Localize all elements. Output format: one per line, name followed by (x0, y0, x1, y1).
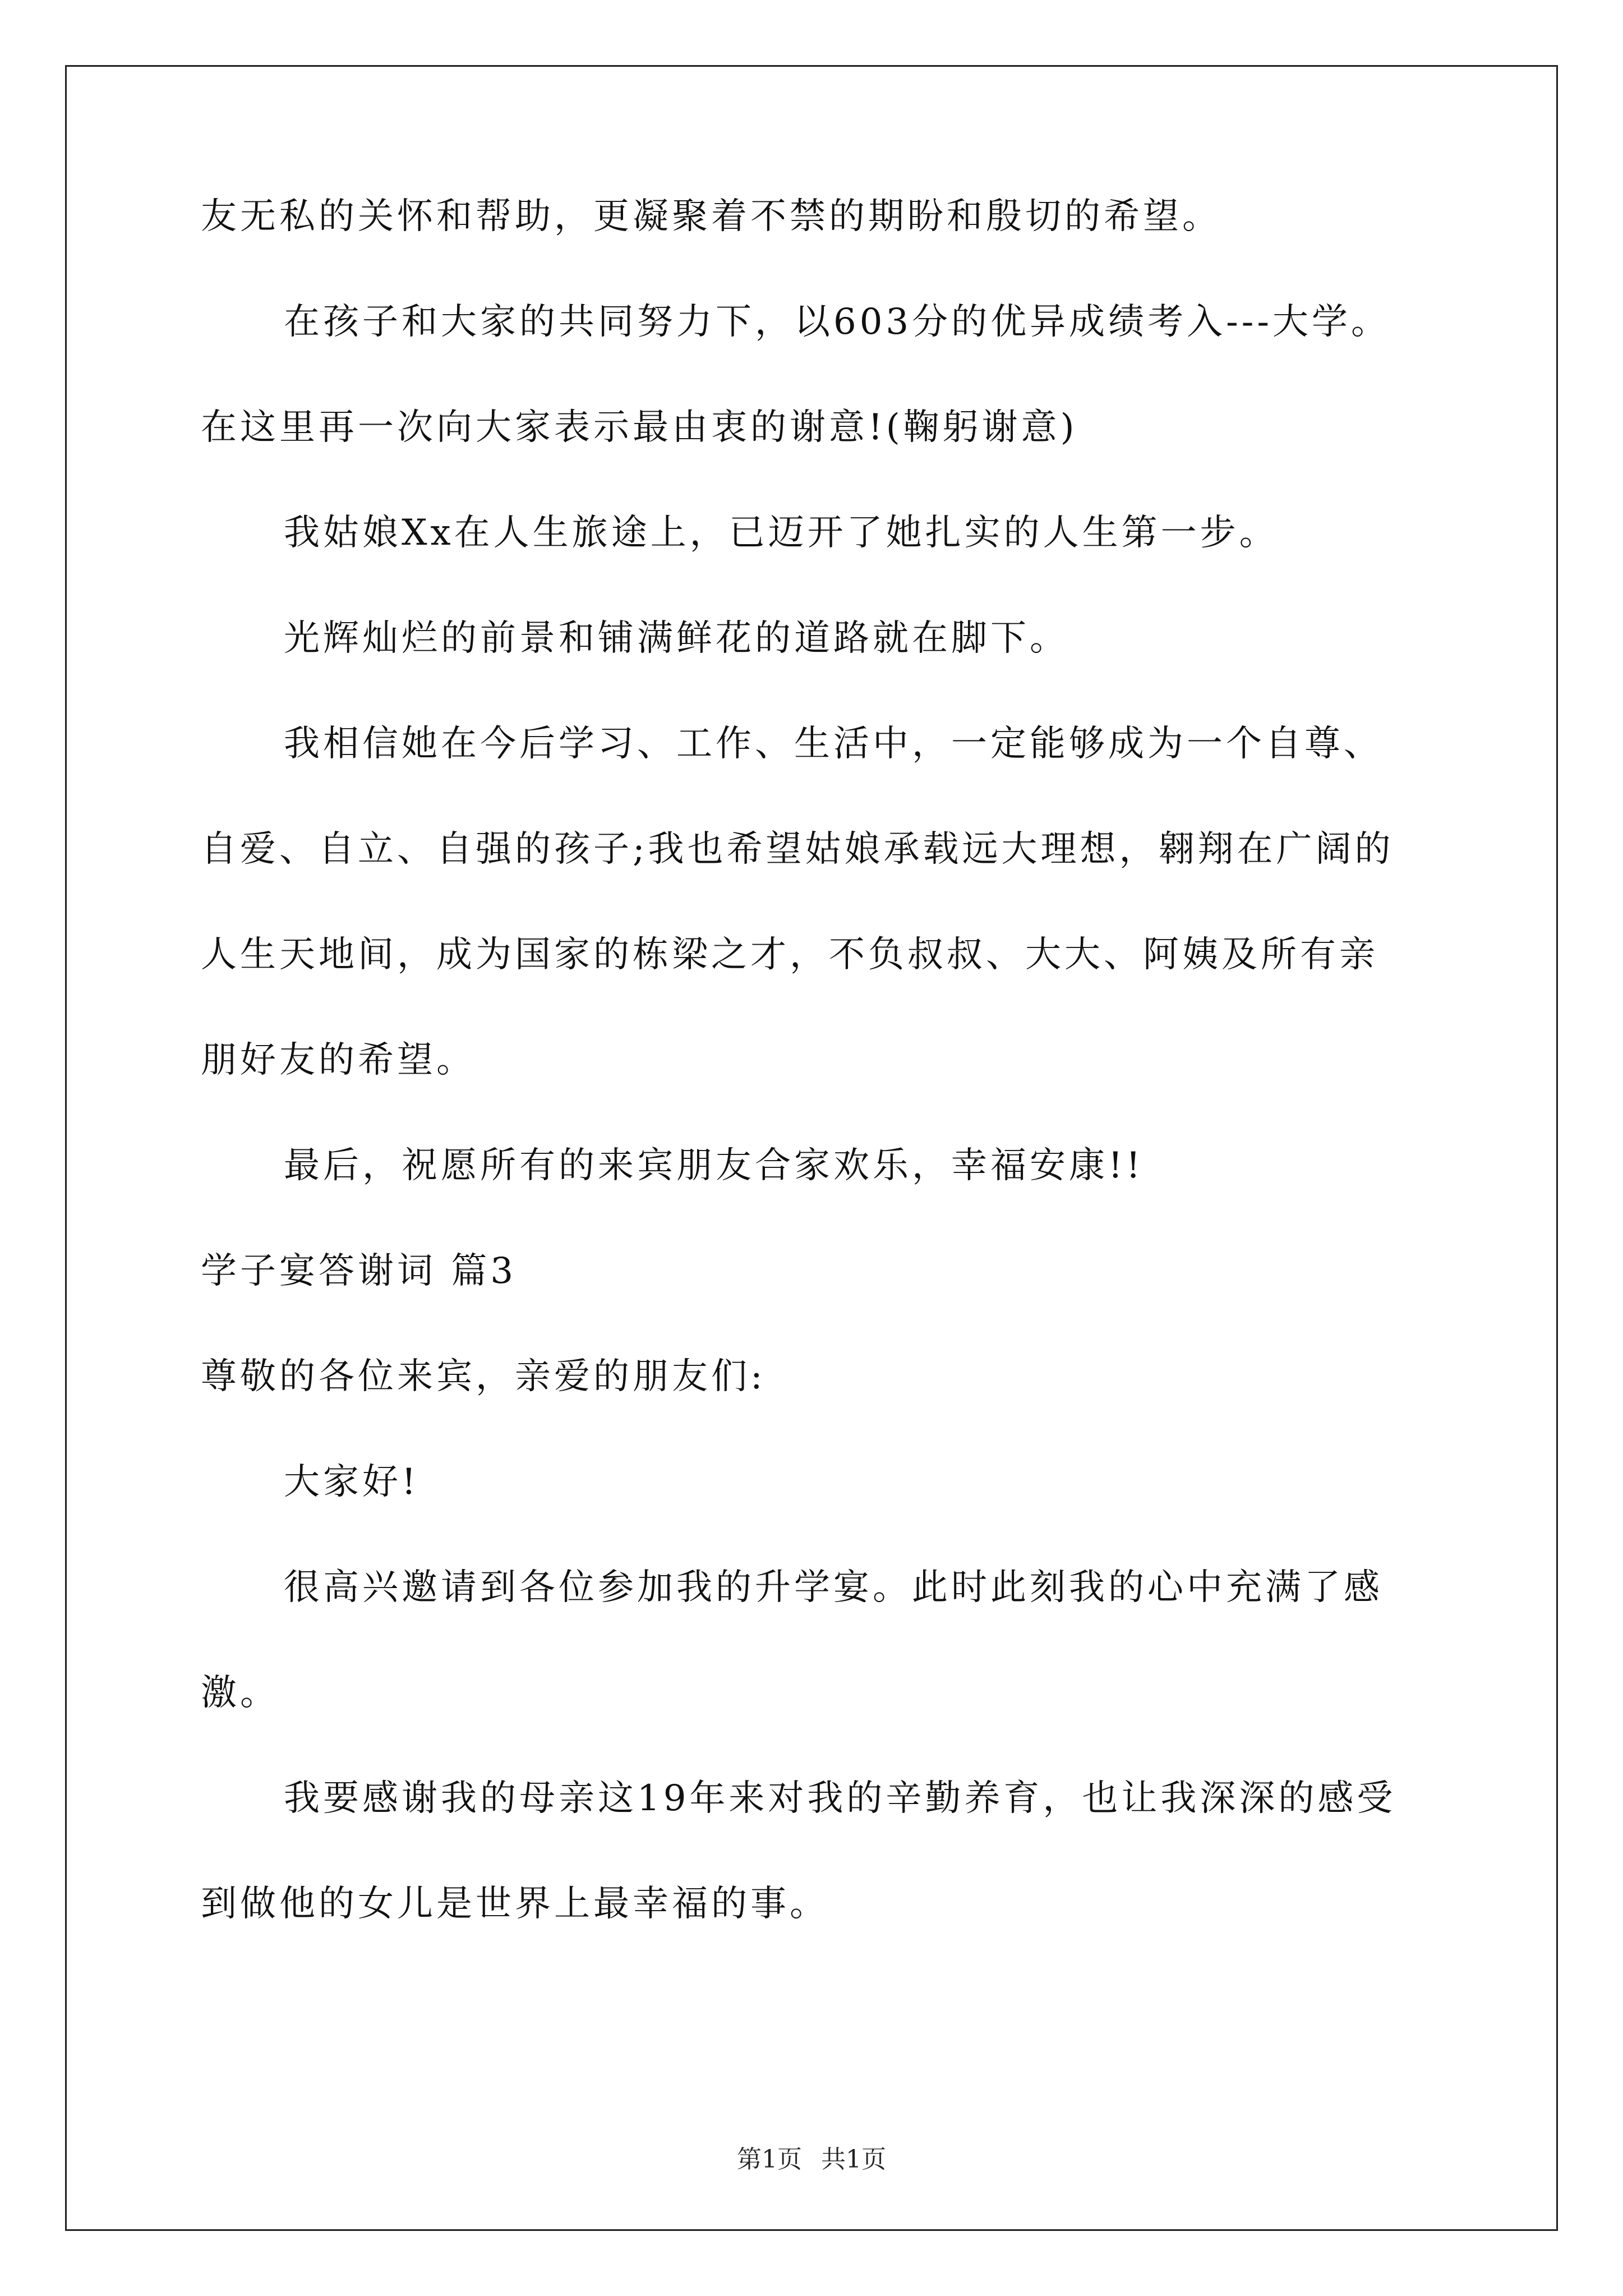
text-line: 在这里再一次向大家表示最由衷的谢意!(鞠躬谢意) (201, 407, 1078, 448)
text-line: 光辉灿烂的前景和铺满鲜花的道路就在脚下。 (284, 618, 1069, 659)
page-footer (0, 2143, 1623, 2177)
text-line: 我姑娘Xx在人生旅途上，已迈开了她扎实的人生第一步。 (284, 512, 1279, 554)
text-line: 我相信她在今后学习、工作、生活中，一定能够成为一个自尊、 (284, 723, 1383, 765)
page-number: 第1页 (737, 2145, 802, 2174)
text-line: 在孩子和大家的共同努力下，以603分的优异成绩考入---大学。 (284, 301, 1391, 343)
text-line: 自爱、自立、自强的孩子;我也希望姑娘承载远大理想，翱翔在广阔的 (201, 829, 1394, 870)
page-total: 共1页 (821, 2145, 886, 2174)
text-line: 人生天地间，成为国家的栋梁之才，不负叔叔、大大、阿姨及所有亲 (201, 934, 1378, 976)
greeting: 大家好! (284, 1461, 419, 1503)
text-line: 激。 (201, 1672, 279, 1714)
text-line: 我要感谢我的母亲这19年来对我的辛勤养育，也让我深深的感受 (284, 1778, 1396, 1819)
text-line: 到做他的女儿是世界上最幸福的事。 (201, 1883, 829, 1925)
text-line: 友无私的关怀和帮助，更凝聚着不禁的期盼和殷切的希望。 (201, 196, 1221, 237)
text-line: 最后，祝愿所有的来宾朋友合家欢乐，幸福安康!! (284, 1145, 1144, 1186)
section-heading: 学子宴答谢词 篇3 (201, 1250, 517, 1292)
salutation: 尊敬的各位来宾，亲爱的朋友们: (201, 1356, 766, 1397)
text-line: 朋好友的希望。 (201, 1039, 476, 1081)
text-line: 很高兴邀请到各位参加我的升学宴。此时此刻我的心中充满了感 (284, 1567, 1383, 1608)
